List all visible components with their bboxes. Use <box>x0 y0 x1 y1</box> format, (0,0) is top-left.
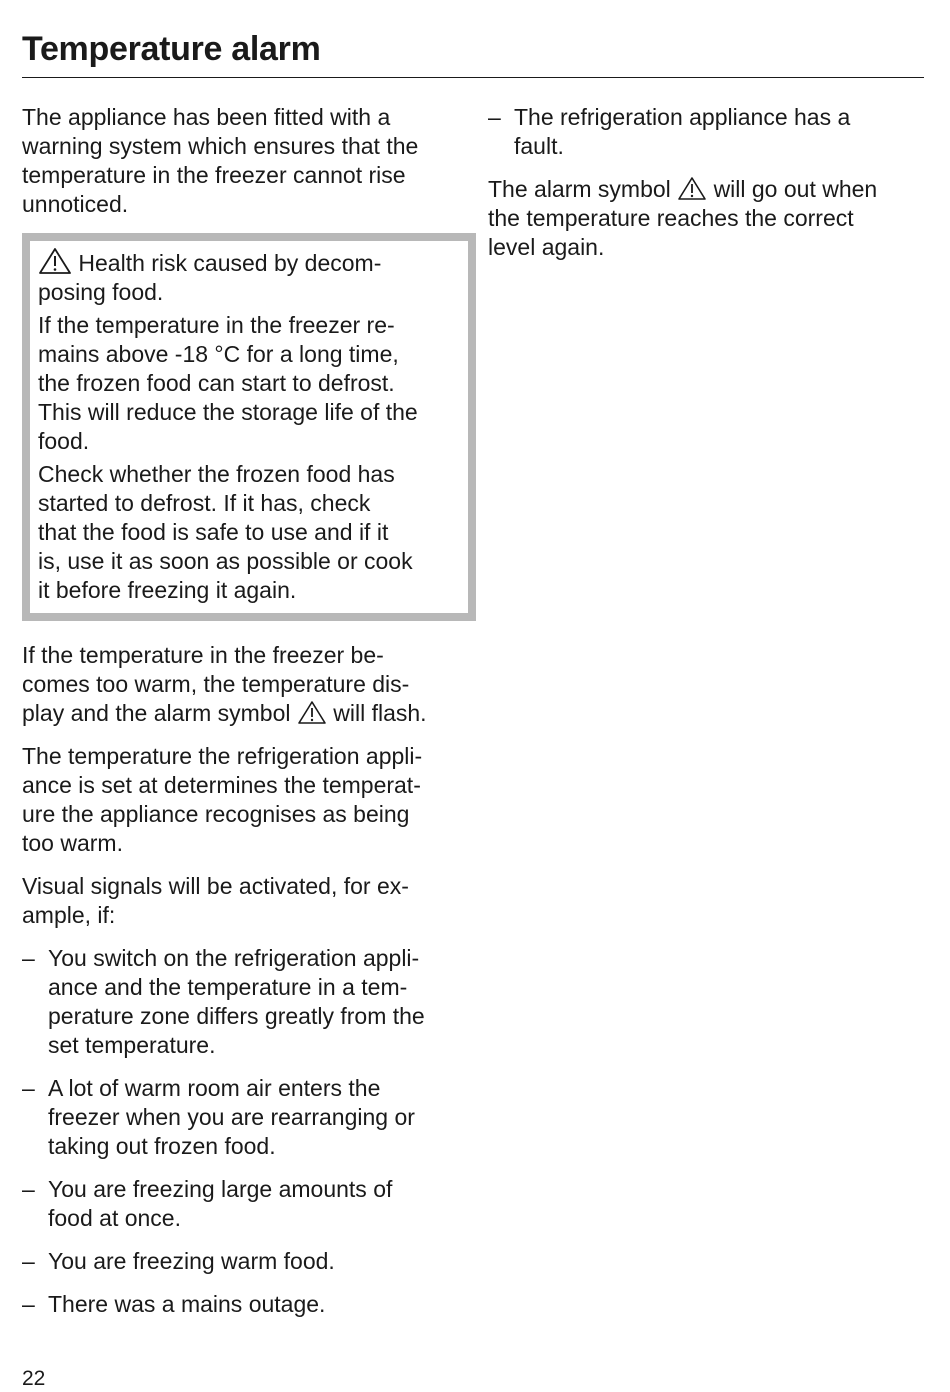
list-item-text: There was a mains outage. <box>48 1291 326 1317</box>
page-number: 22 <box>22 1367 46 1390</box>
setting-paragraph: The temperature the refrigeration appli- ance is set at determines the temperat- ure the appliance recognises as being too warm. <box>22 743 423 856</box>
list-item-text: The refrigeration appliance has a fault. <box>514 104 851 159</box>
signals-intro: Visual signals will be activated, for ex- ample, if: <box>22 873 409 928</box>
alarm-paragraph <box>488 175 928 262</box>
bullet-dash: – <box>22 1248 35 1274</box>
list-item <box>22 944 462 1060</box>
flash-text-before: If the temperature in the freezer be- comes too warm, the temperature dis- play and the alarm symbol <box>22 642 410 726</box>
warning-triangle-icon <box>677 176 707 201</box>
warning-triangle-icon <box>297 700 327 725</box>
flash-paragraph <box>22 641 462 728</box>
title-rule <box>22 77 924 78</box>
warning-heading <box>38 247 460 307</box>
alarm-text-after: will go out when the temperature reaches the correct level again. <box>488 176 878 260</box>
warning-heading-text: Health risk caused by decom- posing food. <box>38 250 382 305</box>
warning-box <box>22 233 476 621</box>
left-column <box>22 103 462 1333</box>
bullet-dash: – <box>22 1291 35 1317</box>
intro-paragraph: The appliance has been fitted with a warning system which ensures that the temperature in the freezer cannot rise unnoticed. <box>22 104 419 217</box>
list-item-text: You are freezing large amounts of food at once. <box>48 1176 393 1231</box>
list-item-text: You switch on the refrigeration appli- ance and the temperature in a tem- perature zone differs greatly from the set temperature. <box>48 945 425 1058</box>
bullet-dash: – <box>488 104 501 130</box>
list-item <box>22 1074 462 1161</box>
right-column <box>488 103 928 276</box>
warning-paragraph-1: If the temperature in the freezer re- mains above -18 °C for a long time, the frozen food can start to defrost. This will reduce the storage life of the food. <box>38 312 418 454</box>
warning-triangle-icon <box>38 247 72 275</box>
list-item <box>22 1247 462 1276</box>
bullet-dash: – <box>22 1075 35 1101</box>
bullet-dash: – <box>22 1176 35 1202</box>
alarm-text-before: The alarm symbol <box>488 176 671 202</box>
page-title: Temperature alarm <box>22 30 321 68</box>
list-item <box>22 1290 462 1319</box>
list-item-text: A lot of warm room air enters the freezer when you are rearranging or taking out frozen food. <box>48 1075 415 1159</box>
warning-paragraph-2: Check whether the frozen food has started to defrost. If it has, check that the food is safe to use and if it is, use it as soon as possible or cook it before freezing it again. <box>38 461 413 603</box>
list-item <box>488 103 928 161</box>
bullet-dash: – <box>22 945 35 971</box>
list-item-text: You are freezing warm food. <box>48 1248 335 1274</box>
flash-text-after: will flash. <box>333 700 427 726</box>
list-item <box>22 1175 462 1233</box>
